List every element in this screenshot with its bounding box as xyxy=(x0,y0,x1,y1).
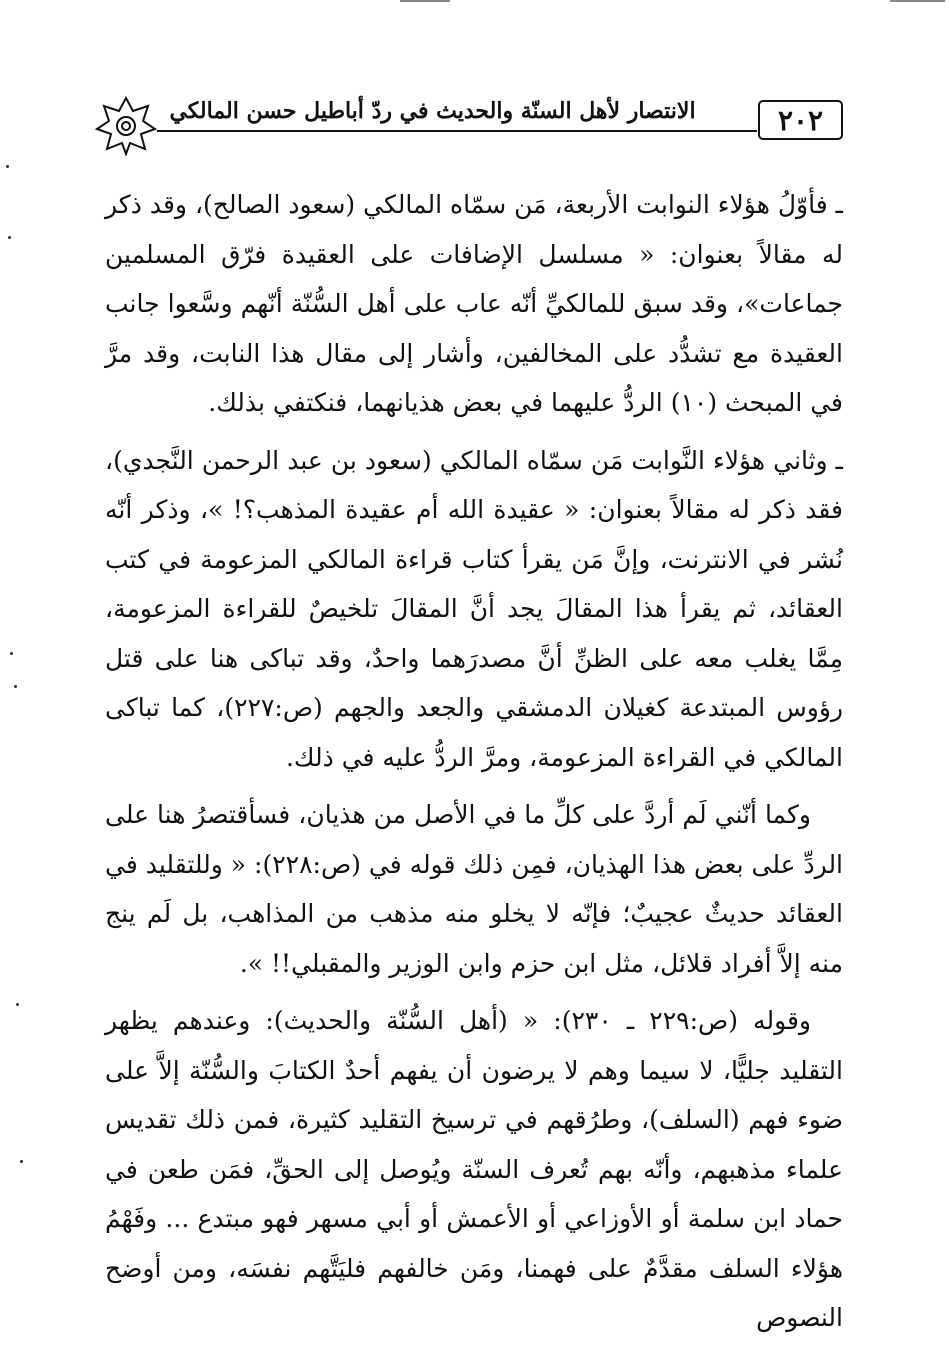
paragraph-1: ـ فأوّلُ هؤلاء النوابت الأربعة، مَن سمّاه المالكي (سعود الصالح)، وقد ذكر له مقالاً بعنوان: « مسلسل الإضافات على العقيدة فرّق المسلمين جماعات»، وقد سبق للمالكيِّ أنّه عاب على أهل السُّنّة أنّهم وسَّعوا جانب العقيدة مع تشدُّد على المخالفين، وأشار إلى مقال هذا النابت، وقد مرَّ في المبحث (١٠) الردُّ عليهما في بعض هذيانهما، فنكتفي بذلك. xyxy=(105,190,843,417)
page-body xyxy=(105,180,843,1351)
scan-speck xyxy=(6,165,9,168)
scan-speck xyxy=(14,685,17,688)
scan-speck xyxy=(16,1003,19,1006)
scan-speck xyxy=(10,652,13,655)
paragraph-2: ـ وثاني هؤلاء النَّوابت مَن سمّاه المالكي (سعود بن عبد الرحمن النَّجدي)، فقد ذكر له مقالاً بعنوان: « عقيدة الله أم عقيدة المذهب؟! »، وذكر أنّه نُشر في الانترنت، وإنَّ مَن يقرأ كتاب قراءة المالكي المزعومة في كتب العقائد، ثم يقرأ هذا المقالَ يجد أنَّ المقالَ تلخيصٌ للقراءة المزعومة، مِمَّا يغلب معه على الظنِّ أنَّ مصدرَهما واحدٌ، وقد تباكى هنا على قتل رؤوس المبتدعة كغيلان الدمشقي والجعد والجهم (ص:٢٢٧)، كما تباكى المالكي في القراءة المزعومة، ومرَّ الردُّ عليه في ذلك. xyxy=(105,445,843,772)
scan-speck xyxy=(8,236,11,239)
scan-edge-mark xyxy=(400,0,450,2)
page-header xyxy=(95,94,855,156)
running-title: الانتصار لأهل السنّة والحديث في ردّ أباطيل حسن المالكي xyxy=(169,98,696,124)
scan-edge-mark xyxy=(890,0,945,2)
paragraph-3: وكما أنّني لَم أردَّ على كلِّ ما في الأصل من هذيان، فسأقتصرُ هنا على الردِّ على بعض هذا الهذيان، فمِن ذلك قوله في (ص:٢٢٨): « وللتقليد في العقائد حديثٌ عجيبٌ؛ فإنّه لا يخلو منه مذهب من المذاهب، بل لَم ينج منه إلاَّ أفراد قلائل، مثل ابن حزم وابن الوزير والمقبلي!! ». xyxy=(105,800,844,978)
header-rule xyxy=(157,130,757,132)
page-number: ٢٠٢ xyxy=(758,100,843,140)
scan-speck xyxy=(20,1160,23,1163)
paragraph-4: وقوله (ص:٢٢٩ ـ ٢٣٠): « (أهل السُّنّة والحديث): وعندهم يظهر التقليد جليًّا، لا سيما وهم لا يرضون أن يفهم أحدٌ الكتابَ والسُّنّة إلاَّ على ضوء فهم (السلف)، وطرُقهم في ترسيخ التقليد كثيرة، فمن ذلك تقديس علماء مذهبهم، وأنّه بهم تُعرف السنّة ويُوصل إلى الحقِّ، فمَن طعن في حماد ابن سلمة أو الأوزاعي أو الأعمش أو أبي مسهر فهو مبتدع ... وفَهْمُ هؤلاء السلف مقدَّمٌ على فهمنا، ومَن خالفهم فليَتَّهم نفسَه، ومن أوضح النصوص xyxy=(105,1006,843,1332)
star-ornament-icon xyxy=(95,94,157,156)
